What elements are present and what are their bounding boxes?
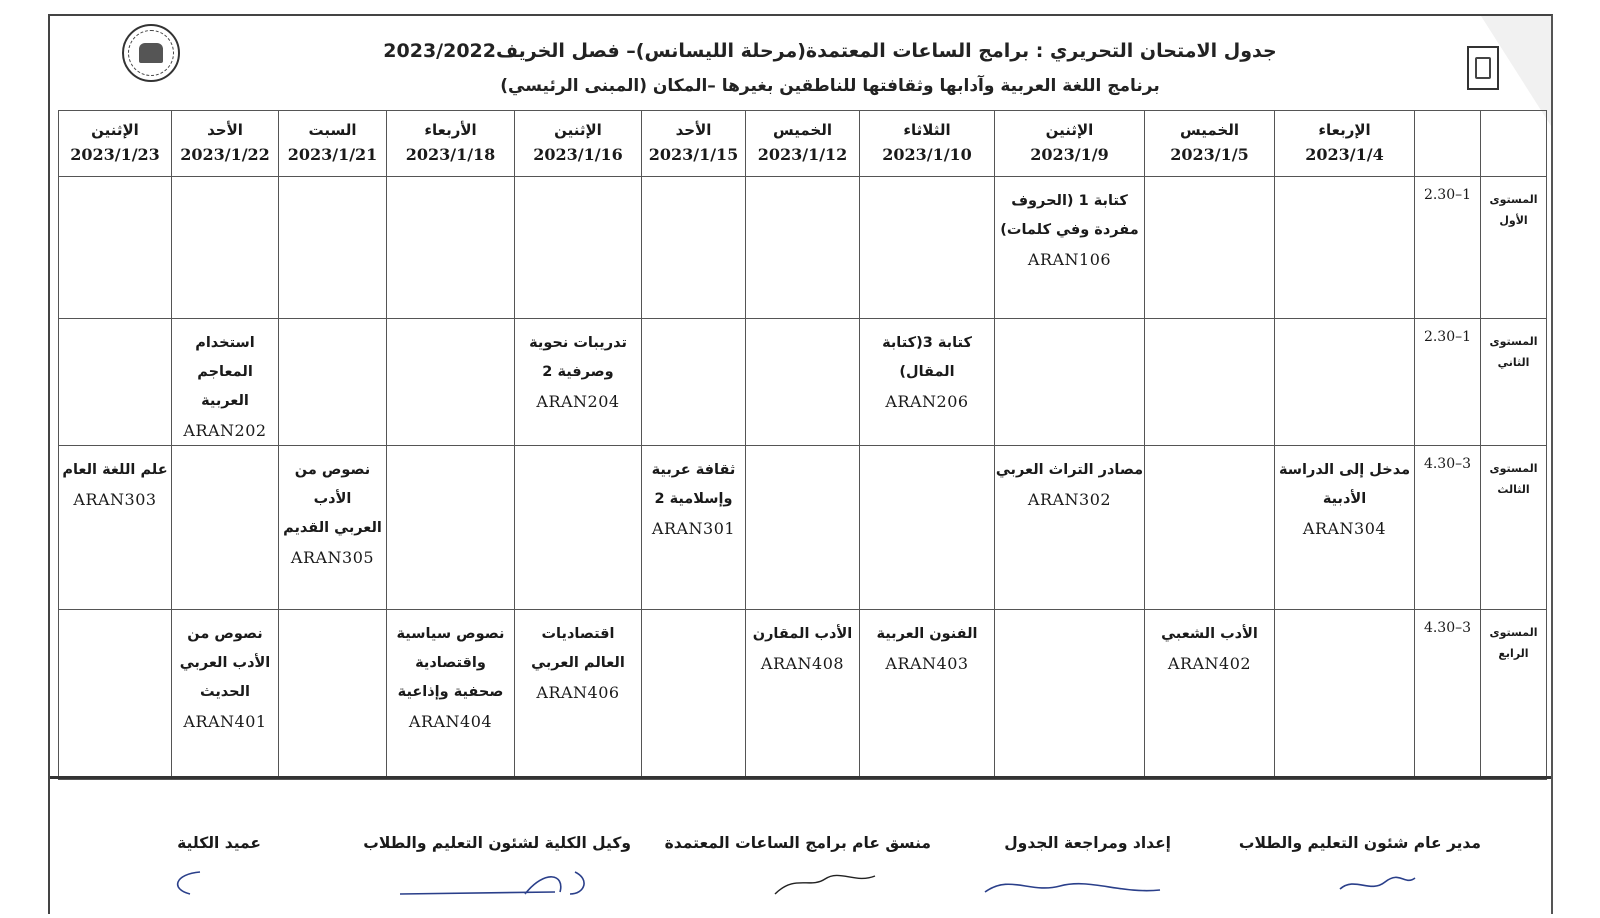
exam-cell bbox=[1275, 446, 1415, 610]
course-name: صحفية وإذاعية bbox=[397, 684, 504, 700]
column-header: الإثنين 2023/1/23 bbox=[59, 111, 172, 177]
column-header: الإربعاء 2023/1/4 bbox=[1275, 111, 1415, 177]
empty-cell bbox=[1145, 177, 1275, 319]
exam-schedule-table bbox=[58, 110, 1547, 780]
empty-cell bbox=[746, 177, 860, 319]
course-code: ARAN406 bbox=[536, 683, 620, 702]
empty-cell bbox=[642, 610, 746, 780]
empty-cell bbox=[642, 319, 746, 446]
course-name: العالم العربي bbox=[531, 655, 625, 671]
course-name: كتابة 3(كتابة bbox=[882, 335, 972, 351]
course-name: كتابة 1 (الحروف bbox=[1011, 193, 1128, 209]
exam-cell bbox=[515, 610, 642, 780]
signature-scribble bbox=[160, 864, 220, 904]
course-name: نصوص سياسية bbox=[396, 626, 505, 642]
empty-cell bbox=[172, 446, 279, 610]
exam-cell bbox=[995, 177, 1145, 319]
empty-cell bbox=[172, 177, 279, 319]
course-name: واقتصادية bbox=[415, 655, 486, 671]
course-name: وإسلامية 2 bbox=[654, 491, 733, 507]
signature-scribble bbox=[980, 864, 1170, 904]
signature-title: مدير عام شئون التعليم والطلاب bbox=[1238, 834, 1481, 852]
document-title: جدول الامتحان التحريري : برامج الساعات المعتمدة(مرحلة الليسانس)– فصل الخريف2023/2022 bbox=[383, 40, 1277, 62]
course-name: مدخل إلى الدراسة bbox=[1278, 462, 1411, 478]
empty-cell bbox=[59, 610, 172, 780]
exam-cell bbox=[642, 446, 746, 610]
empty-cell bbox=[279, 177, 387, 319]
level-cell: المستوى الرابع bbox=[1481, 610, 1547, 780]
empty-cell bbox=[59, 177, 172, 319]
time-cell: 4.30–3 bbox=[1415, 446, 1481, 610]
course-name: المقال) bbox=[899, 364, 955, 380]
level-cell: المستوى الأول bbox=[1481, 177, 1547, 319]
course-code: ARAN401 bbox=[183, 712, 267, 731]
signature-title: عميد الكلية bbox=[177, 834, 261, 852]
course-name: الفنون العربية bbox=[876, 626, 978, 642]
level-column-header bbox=[1481, 111, 1547, 177]
course-name: الأدب الشعبي bbox=[1161, 626, 1258, 642]
level-cell: المستوى الثالث bbox=[1481, 446, 1547, 610]
empty-cell bbox=[387, 319, 515, 446]
course-name: المعاجم bbox=[197, 364, 253, 380]
time-column-header bbox=[1415, 111, 1481, 177]
course-code: ARAN304 bbox=[1302, 519, 1387, 538]
exam-cell bbox=[279, 446, 387, 610]
course-name: الحديث bbox=[199, 684, 251, 700]
column-header: الأربعاء 2023/1/18 bbox=[387, 111, 515, 177]
exam-cell bbox=[1145, 610, 1275, 780]
empty-cell bbox=[515, 177, 642, 319]
level-cell: المستوى الثاني bbox=[1481, 319, 1547, 446]
course-code: ARAN302 bbox=[1027, 490, 1112, 509]
course-name: الأدب المقارن bbox=[752, 626, 853, 642]
course-name: الأدب العربي bbox=[179, 655, 271, 671]
exam-cell bbox=[515, 319, 642, 446]
empty-cell bbox=[860, 177, 995, 319]
empty-cell bbox=[746, 319, 860, 446]
exam-cell bbox=[172, 610, 279, 780]
course-name: الأدبية bbox=[1322, 491, 1367, 507]
schedule-row bbox=[59, 610, 1547, 780]
column-header: الأحد 2023/1/22 bbox=[172, 111, 279, 177]
signature-title: إعداد ومراجعة الجدول bbox=[1004, 834, 1171, 852]
empty-cell bbox=[1145, 446, 1275, 610]
course-code: ARAN408 bbox=[760, 654, 845, 673]
empty-cell bbox=[279, 610, 387, 780]
column-header: الثلاثاء 2023/1/10 bbox=[860, 111, 995, 177]
course-name: نصوص من الأدب bbox=[294, 462, 371, 507]
course-code: ARAN404 bbox=[408, 712, 493, 731]
course-name: العربي القديم bbox=[283, 520, 382, 536]
course-name: مصادر التراث العربي bbox=[995, 462, 1144, 478]
column-header: الإثنين 2023/1/16 bbox=[515, 111, 642, 177]
column-header: الخميس 2023/1/12 bbox=[746, 111, 860, 177]
course-name: وصرفية 2 bbox=[542, 364, 614, 380]
empty-cell bbox=[860, 446, 995, 610]
empty-cell bbox=[1275, 610, 1415, 780]
empty-cell bbox=[59, 319, 172, 446]
course-name: تدريبات نحوية bbox=[529, 335, 627, 351]
empty-cell bbox=[387, 177, 515, 319]
document-header bbox=[50, 16, 1551, 108]
course-code: ARAN303 bbox=[73, 490, 157, 509]
column-header: الخميس 2023/1/5 bbox=[1145, 111, 1275, 177]
course-name: علم اللغة العام bbox=[62, 462, 168, 478]
empty-cell bbox=[746, 446, 860, 610]
signature-scribble bbox=[765, 864, 885, 904]
exam-schedule-sheet bbox=[48, 14, 1553, 914]
signature-title: وكيل الكلية لشئون التعليم والطلاب bbox=[363, 834, 631, 852]
empty-cell bbox=[995, 610, 1145, 780]
faculty-logo-icon bbox=[1467, 46, 1499, 90]
signature-scribble bbox=[395, 864, 625, 904]
course-code: ARAN204 bbox=[536, 392, 620, 411]
university-seal-icon bbox=[122, 24, 180, 82]
exam-cell bbox=[995, 446, 1145, 610]
empty-cell bbox=[1275, 319, 1415, 446]
course-code: ARAN301 bbox=[651, 519, 736, 538]
empty-cell bbox=[515, 446, 642, 610]
exam-cell bbox=[387, 610, 515, 780]
document-subtitle: برنامج اللغة العربية وآدابها وثقافتها للناطقين بغيرها –المكان (المبنى الرئيسي) bbox=[500, 76, 1160, 96]
course-code: ARAN403 bbox=[885, 654, 969, 673]
exam-cell bbox=[746, 610, 860, 780]
course-name: اقتصاديات bbox=[541, 626, 615, 642]
column-header: الأحد 2023/1/15 bbox=[642, 111, 746, 177]
column-header: السبت 2023/1/21 bbox=[279, 111, 387, 177]
course-code: ARAN402 bbox=[1167, 654, 1252, 673]
empty-cell bbox=[387, 446, 515, 610]
course-code: ARAN305 bbox=[290, 548, 375, 567]
table-bottom-rule bbox=[50, 776, 1551, 779]
course-name: استخدام bbox=[195, 335, 255, 351]
time-cell: 2.30–1 bbox=[1415, 319, 1481, 446]
signature-title: منسق عام برامج الساعات المعتمدة bbox=[664, 834, 931, 852]
time-cell: 4.30–3 bbox=[1415, 610, 1481, 780]
schedule-row bbox=[59, 319, 1547, 446]
course-name: مفردة وفي كلمات) bbox=[1000, 222, 1139, 238]
empty-cell bbox=[1275, 177, 1415, 319]
course-code: ARAN106 bbox=[1027, 250, 1112, 269]
signature-footer bbox=[50, 828, 1551, 918]
course-name: ثقافة عربية bbox=[651, 462, 736, 478]
empty-cell bbox=[995, 319, 1145, 446]
exam-cell bbox=[59, 446, 172, 610]
time-cell: 2.30–1 bbox=[1415, 177, 1481, 319]
signature-scribble bbox=[1330, 864, 1420, 904]
empty-cell bbox=[642, 177, 746, 319]
schedule-row bbox=[59, 177, 1547, 319]
course-code: ARAN206 bbox=[885, 392, 969, 411]
header-row bbox=[59, 111, 1547, 177]
exam-cell bbox=[172, 319, 279, 446]
empty-cell bbox=[279, 319, 387, 446]
exam-cell bbox=[860, 610, 995, 780]
schedule-row bbox=[59, 446, 1547, 610]
course-code: ARAN202 bbox=[183, 421, 267, 440]
course-name: العربية bbox=[201, 393, 249, 409]
column-header: الإثنين 2023/1/9 bbox=[995, 111, 1145, 177]
empty-cell bbox=[1145, 319, 1275, 446]
exam-cell bbox=[860, 319, 995, 446]
course-name: نصوص من bbox=[187, 626, 263, 642]
